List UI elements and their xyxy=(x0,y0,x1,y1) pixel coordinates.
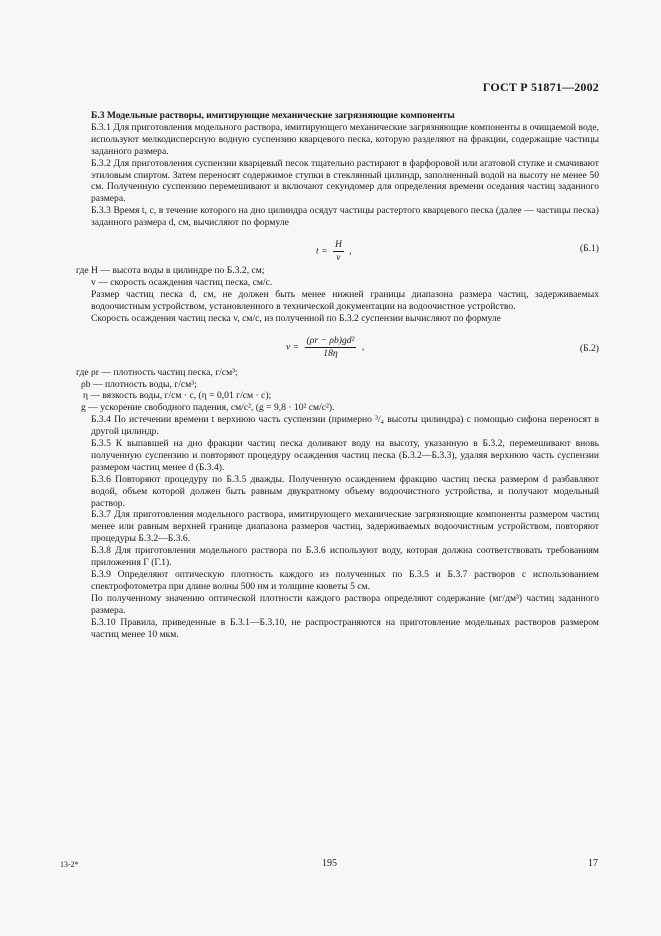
where-v: v — скорость осаждения частиц песка, см/с. xyxy=(91,276,273,288)
formula-b2-numerator: (ρr − ρb)gd² xyxy=(306,334,355,346)
formula-b1-tail: , xyxy=(349,245,352,257)
where-eta: η — вязкость воды, г/см · с, (η = 0,01 г/см · с); xyxy=(83,390,272,402)
formula-b2-lhs: v = xyxy=(286,341,300,353)
document-body xyxy=(76,110,599,640)
formula-b1-fraction xyxy=(333,239,344,264)
footer-signature: 13-2* xyxy=(60,860,79,869)
paragraph-b32: Б.3.2 Для приготовления суспензии кварцевый песок тщательно растирают в фарфоровой или агатовой ступке и смачивают этиловым спиртом. Затем переносят содержимое ступки в стеклянный цилиндр, заполненный водой на высоту не менее 50 см. Полученную суспензию перемешивают и включают секундомер для определения времени оседания частиц заданного размера. xyxy=(91,157,599,205)
paragraph-b310: Б.3.10 Правила, приведенные в Б.3.1—Б.3.10, не распространяются на приготовление модельных растворов размером частиц менее 10 мкм. xyxy=(91,616,599,640)
where-g: g — ускорение свободного падения, см/с², (g = 9,8 · 10² см/с²). xyxy=(81,402,335,414)
paragraph-optical: По полученному значению оптической плотности каждого раствора определяют содержание (мг/дм³) частиц заданного размера. xyxy=(91,592,599,616)
paragraph-b36: Б.3.6 Повторяют процедуру по Б.3.5 дважды. Полученную осаждением фракцию частиц песка размером d разбавляют водой, объем которой должен быть равным двукратному объему водоочистного устройства, и получают модельный раствор. xyxy=(91,473,599,509)
formula-b2-label: (Б.2) xyxy=(579,342,599,354)
footer-page-number: 17 xyxy=(588,858,598,869)
paragraph-b39: Б.3.9 Определяют оптическую плотность каждого из полученных по Б.3.5 и Б.3.7 растворов с использованием спектрофотометра при длине волны 500 нм и толщине кюветы 5 см. xyxy=(91,569,599,592)
paragraph-b38: Б.3.8 Для приготовления модельного раствора по Б.3.6 используют воду, которая должна соответствовать требованиям приложения Г (Г.1). xyxy=(91,545,599,569)
where-h: где H — высота воды в цилиндре по Б.3.2, см; xyxy=(76,265,265,277)
paragraph-b35: Б.3.5 К выпавшей на дно фракции частиц песка доливают воду на высоту, указанную в Б.3.2, перемешивают вновь полученную суспензию и повторяют процедуру осаждения частиц песка (Б.3.2—Б.3.3), удаляя верхнюю часть суспензии размером частиц менее d (Б.3.4). xyxy=(91,438,599,473)
paragraph-b37: Б.3.7 Для приготовления модельного раствора, имитирующего механические загрязняющие компоненты размером частиц менее или равным верхней границе диапазона размеров частиц, задерживаемых водоочистным устройством, повторяют процедуры Б.3.2—Б.3.6. xyxy=(91,509,599,545)
paragraph-particle-size: Размер частиц песка d, см, не должен быть менее нижней границы диапазона размера частиц, задерживаемых водоочистным устройством, установленного в технической документации на водоочистное устройство. xyxy=(91,288,599,312)
footer-page-number-center: 195 xyxy=(322,858,337,869)
paragraph-b33: Б.3.3 Время t, с, в течение которого на дно цилиндра осядут частицы растертого кварцевого песка (далее — частицы песка) заданного размера d, см, вычисляют по формуле xyxy=(91,205,599,229)
formula-b2-tail: , xyxy=(361,341,365,353)
formula-b1 xyxy=(91,235,599,263)
where-rho-r: где ρr — плотность частиц песка, г/см³; xyxy=(76,366,238,378)
paragraph-b34: Б.3.4 По истечении времени t верхнюю часть суспензии (примерно ³/₄ высоты цилиндра) с помощью сифона переносят в другой цилиндр. xyxy=(91,414,599,438)
paragraph-velocity: Скорость осаждения частиц песка v, см/с, из полученной по Б.3.2 суспензии вычисляют по формуле xyxy=(91,312,501,324)
formula-b1-expression xyxy=(316,239,352,264)
formula-b1-denominator: v xyxy=(336,251,341,263)
section-title: Б.3 Модельные растворы, имитирующие механические загрязняющие компоненты xyxy=(91,110,455,121)
formula-b1-numerator: H xyxy=(334,239,342,251)
formula-b2-expression xyxy=(286,335,364,360)
formula-b1-label: (Б.1) xyxy=(579,243,599,255)
where-rho-b: ρb — плотность воды, г/см³; xyxy=(81,378,197,390)
document-header: ГОСТ Р 51871—2002 xyxy=(482,80,599,94)
paragraph-b31: Б.3.1 Для приготовления модельного раствора, имитирующего механические загрязняющие компоненты в очищаемой воде, используют мелкодисперсную водную суспензию кварцевого песка, которую разделяют на фракции, содержащие частицы заданного размера. xyxy=(91,121,599,157)
formula-b2-denominator: 18η xyxy=(323,347,338,359)
formula-b2-fraction xyxy=(305,335,357,360)
formula-b1-lhs: t = xyxy=(316,245,328,257)
formula-b2 xyxy=(91,331,599,365)
